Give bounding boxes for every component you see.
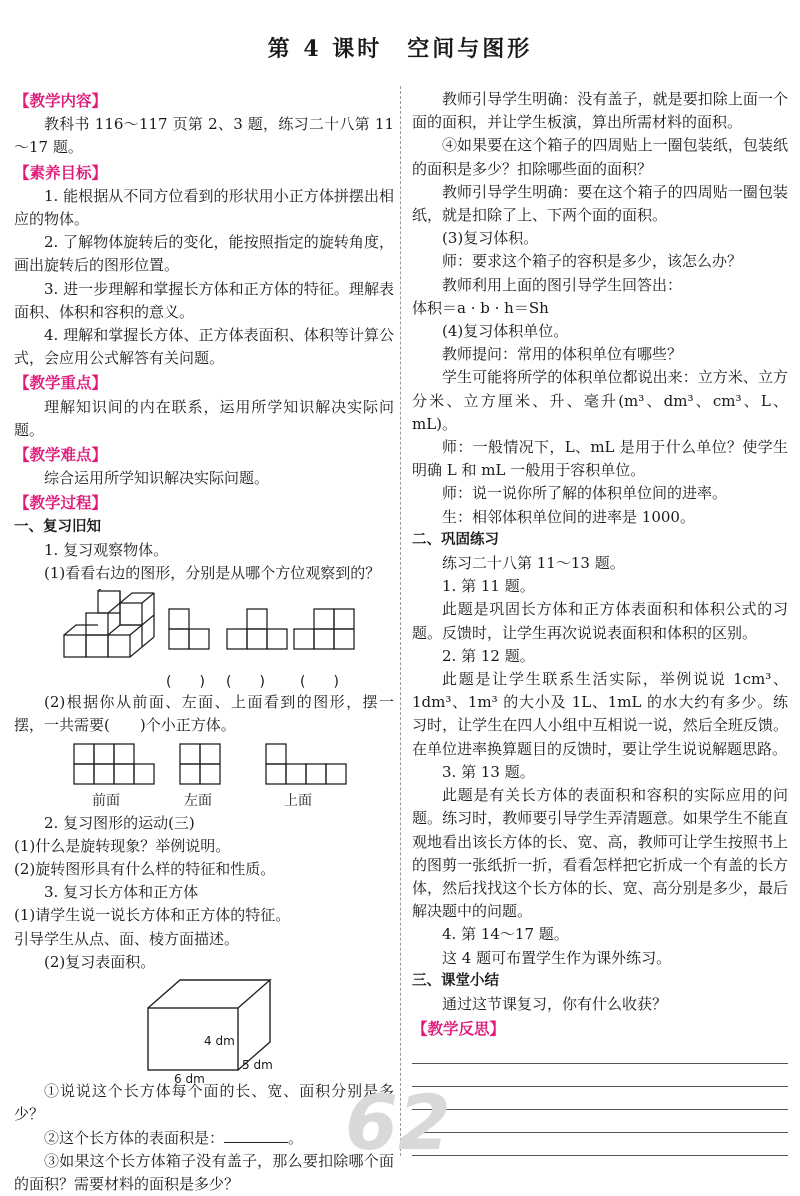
cube-views-figure: [14, 589, 374, 673]
right-p8: 教师提问：常用的体积单位有哪些？: [442, 345, 683, 364]
heading-difficult: 【教学难点】: [14, 445, 108, 465]
three-views-figure: [14, 742, 374, 786]
review-2a: (1)什么是旋转现象？举例说明。: [14, 836, 231, 855]
answer-paren-2: ( ): [226, 674, 265, 691]
view-parens: [14, 671, 394, 691]
exercise-2: 2. 第 12 题。: [442, 646, 535, 665]
right-p12: 生：相邻体积单位间的进率是 1000。: [442, 507, 695, 526]
right-p7: (4)复习体积单位。: [442, 322, 569, 341]
reflection-line[interactable]: [412, 1041, 788, 1064]
dim-height: 4 dm: [204, 1034, 235, 1049]
exercise-2-desc: 此题是让学生联系生活实际，举例说说 1cm³、1dm³、1m³ 的大小及 1L、1mL 的水大约有多少。练习时，让学生在四人小组中互相说一说，然后全班反馈。在单位进率换算题目的反馈时，要让学生说说解题思路。: [412, 670, 788, 758]
right-column: [412, 88, 788, 1156]
heading-process: 【教学过程】: [14, 493, 108, 513]
exercise-1-desc: 此题是巩固长方体和正方体表面积和体积公式的习题。反馈时，让学生再次说说表面积和体积的区别。: [412, 600, 788, 642]
right-p5: 师：要求这个箱子的容积是多少，该怎么办？: [442, 252, 743, 271]
reflection-line[interactable]: [412, 1087, 788, 1110]
exercise-3-desc: 此题是有关长方体的表面积和容积的实际应用的问题。练习时，教师要引导学生弄清题意。如果学生不能直观地看出该长方体的长、宽、高，教师可让学生按照书上的图剪一张纸折一折，看看怎样把它折成一个有盖的长方体，然后找找这个长方体的长、宽、高分别是多少，最后解决题中的问题。: [412, 786, 788, 921]
view-b-drawing: [227, 609, 287, 649]
page-title: 第 4 课时 空间与图形: [267, 36, 533, 62]
right-p2: ④如果要在这个箱子的四周贴上一圈包装纸，包装纸的面积是多少？扣除哪些面的面积？: [412, 136, 788, 178]
review-2: 2. 复习图形的运动(三): [44, 813, 195, 832]
heading-reflection: 【教学反思】: [412, 1019, 506, 1039]
right-p4: (3)复习体积。: [442, 229, 539, 248]
right-p10: 师：一般情况下，L、mL 是用于什么单位？使学生明确 L 和 mL 一般用于容积单位。: [412, 438, 788, 480]
summary-text: 通过这节课复习，你有什么收获？: [442, 994, 668, 1013]
left-column: [14, 88, 394, 1196]
exercise-1: 1. 第 11 题。: [442, 577, 535, 596]
label-top: 上面: [284, 792, 312, 809]
reflection-lines: [412, 1041, 788, 1156]
answer-paren-1: ( ): [166, 674, 205, 691]
question-2: ②这个长方体的表面积是： 。: [44, 1128, 304, 1147]
goal-4: 4. 理解和掌握长方体、正方体表面积、体积等计算公式，会应用公式解答有关问题。: [14, 326, 394, 368]
review-1b: (2)根据你从前面、左面、上面看到的图形，摆一摆，一共需要( )个小正方体。: [14, 693, 394, 735]
heading-content: 【教学内容】: [14, 91, 108, 110]
question-3: ③如果这个长方体箱子没有盖子，那么要扣除哪个面的面积？需要材料的面积是多少？: [14, 1151, 394, 1193]
label-front: 前面: [92, 792, 120, 809]
review-3b: (2)复习表面积。: [44, 952, 156, 971]
heading-key: 【教学重点】: [14, 373, 108, 393]
goal-2: 2. 了解物体旋转后的变化，能按照指定的旋转角度，画出旋转后的图形位置。: [14, 233, 394, 275]
cube-stack-drawing: [64, 589, 154, 657]
column-divider: [400, 86, 401, 1156]
exercise-intro: 练习二十八第 11～13 题。: [442, 554, 625, 573]
review-3a-guide: 引导学生从点、面、棱方面描述。: [14, 929, 240, 948]
view-c-drawing: [294, 609, 354, 649]
review-1: 1. 复习观察物体。: [44, 540, 169, 559]
volume-formula: 体积＝a · b · h＝Sh: [412, 298, 549, 317]
exercise-4: 4. 第 14～17 题。: [442, 925, 569, 944]
cuboid-figure: [14, 974, 394, 1087]
right-p3: 教师引导学生明确：要在这个箱子的四周贴一圈包装纸，就是扣除了上、下两个面的面积。: [412, 182, 788, 225]
label-left: 左面: [184, 792, 212, 809]
section-practice: 二、巩固练习: [412, 531, 499, 548]
difficult-text: 综合运用所学知识解决实际问题。: [44, 469, 270, 488]
page-number: 62: [345, 1078, 451, 1167]
review-2b: (2)旋转图形具有什么样的特征和性质。: [14, 860, 276, 879]
right-p9: 学生可能将所学的体积单位都说出来：立方米、立方分米、立方厘米、升、毫升(m³、dm³、cm³、L、mL)。: [412, 368, 788, 433]
reflection-line[interactable]: [412, 1064, 788, 1087]
right-p6: 教师利用上面的图引导学生回答出：: [442, 275, 683, 294]
answer-paren-3: ( ): [300, 674, 339, 691]
view-labels: [14, 790, 394, 812]
reflection-line[interactable]: [412, 1133, 788, 1156]
exercise-3: 3. 第 13 题。: [442, 762, 535, 781]
exercise-4-desc: 这 4 题可布置学生作为课外练习。: [442, 948, 672, 967]
reflection-line[interactable]: [412, 1110, 788, 1133]
review-3: 3. 复习长方体和正方体: [44, 883, 199, 902]
goal-3: 3. 进一步理解和掌握长方体和正方体的特征。理解表面积、体积和容积的意义。: [14, 279, 394, 321]
right-p1: 教师引导学生明确：没有盖子，就是要扣除上面一个面的面积，并让学生板演，算出所需材料的面积。: [412, 90, 788, 132]
question-1: ①说说这个长方体每个面的长、宽、面积分别是多少？: [14, 1082, 394, 1124]
cuboid-drawing: [14, 974, 374, 1080]
right-p11: 师：说一说你所了解的体积单位间的进率。: [442, 484, 728, 503]
content-text: 教科书 116～117 页第 2、3 题，练习二十八第 11～17 题。: [14, 115, 394, 157]
key-text: 理解知识间的内在联系，运用所学知识解决实际问题。: [14, 397, 394, 439]
section-review: 一、复习旧知: [14, 518, 101, 535]
review-3a: (1)请学生说一说长方体和正方体的特征。: [14, 906, 291, 925]
section-summary: 三、课堂小结: [412, 972, 499, 989]
heading-goals: 【素养目标】: [14, 162, 108, 182]
review-1a: (1)看看右边的图形，分别是从哪个方位观察到的？: [44, 564, 381, 583]
dim-width: 5 dm: [242, 1058, 273, 1073]
answer-blank: [224, 1128, 288, 1143]
view-a-drawing: [169, 609, 209, 649]
goal-1: 1. 能根据从不同方位看到的形状用小正方体拼摆出相应的物体。: [14, 186, 394, 229]
dim-length: 6 dm: [174, 1072, 205, 1087]
